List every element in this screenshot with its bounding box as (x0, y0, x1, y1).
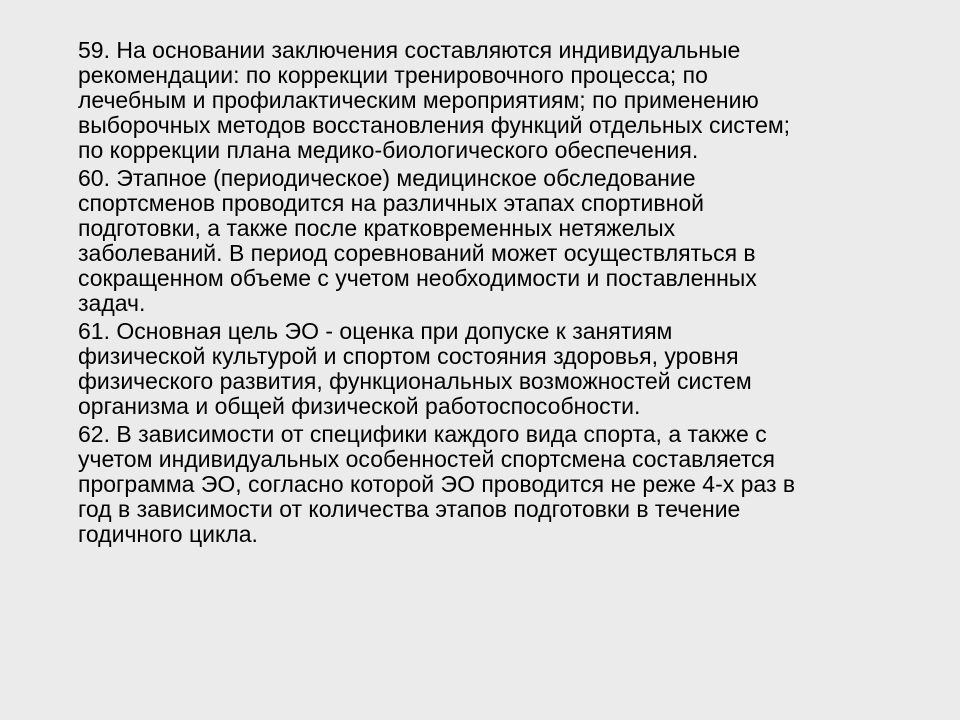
text-line: по коррекции плана медико-биологического обеспечения. (78, 137, 699, 163)
slide-body (78, 38, 918, 550)
paragraph-62 (78, 422, 918, 547)
paragraph-59 (78, 38, 918, 163)
text-line: сокращенном объеме с учетом необходимости и поставленных (78, 265, 757, 291)
text-line: учетом индивидуальных особенностей спортсмена составляется (78, 446, 775, 472)
text-line: 61. Основная цель ЭО - оценка при допуске к занятиям (78, 318, 673, 344)
text-line: лечебным и профилактическим мероприятиям; по применению (78, 87, 759, 113)
text-line: задач. (78, 290, 146, 316)
text-line: 59. На основании заключения составляются индивидуальные (78, 37, 741, 63)
text-line: организма и общей физической работоспособности. (78, 393, 641, 419)
text-line: подготовки, а также после кратковременных нетяжелых (78, 215, 676, 241)
text-line: физической культурой и спортом состояния здоровья, уровня (78, 343, 739, 369)
text-line: год в зависимости от количества этапов подготовки в течение (78, 496, 741, 522)
text-line: спортсменов проводится на различных этапах спортивной (78, 190, 704, 216)
text-line: выборочных методов восстановления функций отдельных систем; (78, 112, 791, 138)
text-line: программа ЭО, согласно которой ЭО проводится не реже 4-х раз в (78, 471, 796, 497)
paragraph-60 (78, 166, 918, 316)
paragraph-61 (78, 319, 918, 419)
text-line: рекомендации: по коррекции тренировочного процесса; по (78, 62, 708, 88)
text-line: физического развития, функциональных возможностей систем (78, 368, 752, 394)
text-line: заболеваний. В период соревнований может осуществляться в (78, 240, 756, 266)
text-line: 62. В зависимости от специфики каждого вида спорта, а также с (78, 421, 767, 447)
text-line: 60. Этапное (периодическое) медицинское обследование (78, 165, 696, 191)
text-line: годичного цикла. (78, 521, 258, 547)
